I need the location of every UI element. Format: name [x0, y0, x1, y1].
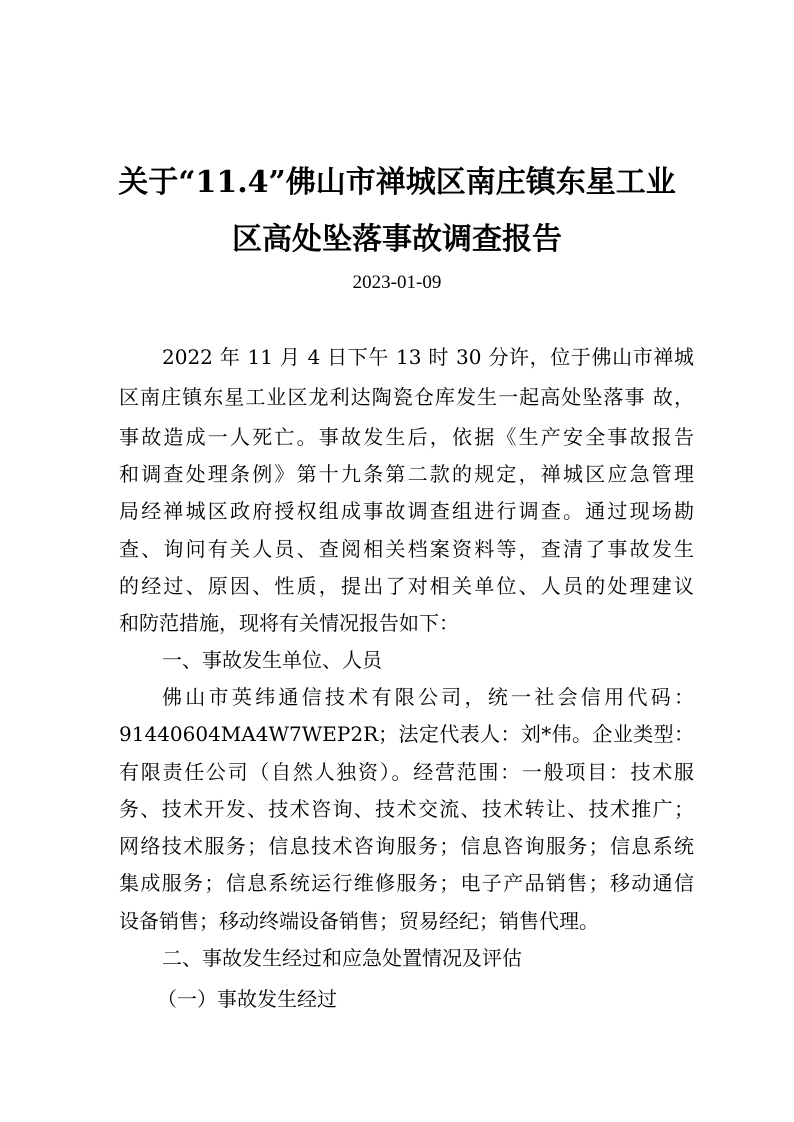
body-line: 91440604MA4W7WEP2R；法定代表人：刘*伟。企业类型：	[119, 722, 694, 746]
body-line: 务、技术开发、技术咨询、技术交流、技术转让、技术推广；	[119, 797, 694, 821]
body-line: 有限责任公司（自然人独资）。经营范围：一般项目：技术服	[119, 760, 694, 784]
report-date: 2023-01-09	[352, 272, 442, 293]
report-title-line-2: 区高处坠落事故调查报告	[232, 222, 562, 257]
body-line: 设备销售；移动终端设备销售；贸易经纪；销售代理。	[119, 909, 599, 933]
section-heading-1: 一、事故发生单位、人员	[162, 648, 382, 672]
body-line: 的经过、原因、性质，提出了对相关单位、人员的处理建议	[119, 574, 694, 598]
body-line: 区南庄镇东星工业区龙利达陶瓷仓库发生一起高处坠落事 故，	[119, 385, 694, 409]
body-line: 和调查处理条例》第十九条第二款的规定，禅城区应急管理	[119, 462, 694, 486]
body-line: 佛山市英纬通信技术有限公司，统一社会信用代码：	[162, 685, 694, 709]
body-line: 局经禅城区政府授权组成事故调查组进行调查。通过现场勘	[119, 499, 694, 523]
body-line: 2022 年 11 月 4 日下午 13 时 30 分许，位于佛山市禅城	[162, 345, 694, 369]
section-heading-2: 二、事故发生经过和应急处置情况及评估	[162, 946, 522, 970]
body-line: 网络技术服务；信息技术咨询服务；信息咨询服务；信息系统	[119, 834, 694, 858]
body-line: 事故造成一人死亡。事故发生后，依据《生产安全事故报告	[119, 425, 694, 449]
body-line: 查、询问有关人员、查阅相关档案资料等，查清了事故发生	[119, 537, 694, 561]
report-title-line-1: 关于“11.4”佛山市禅城区南庄镇东星工业	[118, 165, 676, 200]
subsection-heading-1: （一）事故发生经过	[157, 987, 337, 1011]
body-line: 集成服务；信息系统运行维修服务；电子产品销售；移动通信	[119, 871, 694, 895]
body-line: 和防范措施，现将有关情况报告如下：	[119, 611, 459, 635]
